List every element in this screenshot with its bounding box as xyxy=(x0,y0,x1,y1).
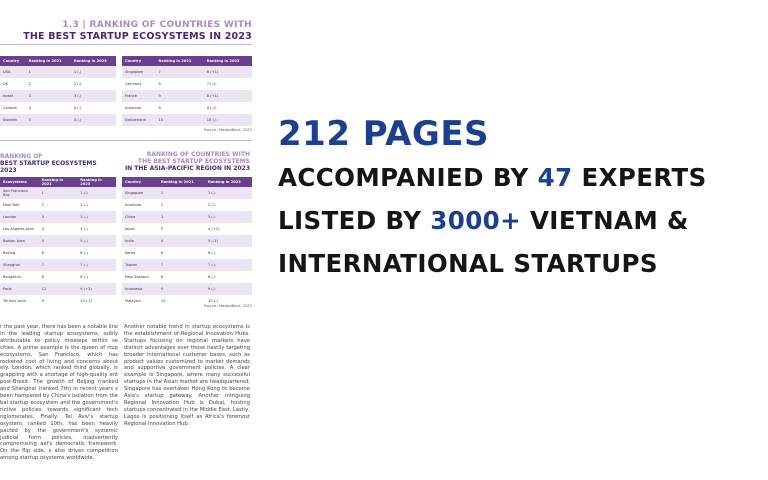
table-cell: Taiwan xyxy=(122,259,158,271)
table-cell: 9 (-) xyxy=(205,283,252,295)
table-cell: 7 xyxy=(39,259,78,271)
table-row xyxy=(122,247,252,259)
column-header: Ranking in 2023 xyxy=(77,177,116,187)
divider xyxy=(0,140,252,141)
table-cell: 3 xyxy=(26,90,71,102)
table-row xyxy=(122,259,252,271)
table-row xyxy=(0,283,116,295)
table-cell: 1 xyxy=(26,66,71,78)
body-text-right: Another notable trend in startup ecosystems is the establishment of Regional Innovation Hubs. Startups focusing on regional markets have distinct advantages over those hastily targeting broader international customer bases, such as product values customized to market demands and supportive government policies. A clear example is Singapore, where many successful startups in the Asian market are headquartered; Singapore has overtaken Hong Kong to become Asia's startup gateway. Another intriguing Regional Innovation Hub is Dubai, hosting startups concentrated in the Middle East. Lastly, Lagos is positioning itself as Africa's foremost Regional Innovation Hub. xyxy=(124,324,250,427)
table-cell: 2 (-) xyxy=(80,203,88,207)
body-text-left: r the past year, there has been a notable line in the leading startup ecosystems, ssibly attributable to policy missteps within se cities. A prime example is the queen of rtup ecosystems, San Francisco, which has rocketed cost of living and concerns about ety. London, which ranked third globally, is grappling with a shortage of high-quality ent post-Brexit. The growth of Beijing (ranked and Shanghai (ranked 7th) in recent years s been hampered by China's isolation from the bal startup ecosystem and the government's rictive policies towards significant tech nglomerates. Finally, Tel Aviv's startup osystem, ranked 10th, has been heavily pacted by the government's systemic judicial form policies, inadvertently compromising ael's democratic framework. On the flip side, s also drives competition among startup osystems worldwide. xyxy=(0,324,118,462)
table-cell: 4 xyxy=(41,227,44,231)
column-header: Ranking in 2021 xyxy=(158,177,205,187)
table-row xyxy=(122,199,252,211)
table-row xyxy=(0,211,116,223)
ecosystems-table-title: RANKING OF BEST STARTUP ECOSYSTEMS 2023 xyxy=(0,153,97,174)
source-note: Source: StartupBlink, 2023 xyxy=(203,304,252,308)
table-row xyxy=(122,90,252,102)
table-cell: 5 xyxy=(160,227,164,231)
table-row xyxy=(122,66,252,78)
apac-table-title: RANKING OF COUNTRIES WITH THE BEST STARTUP ECOSYSTEMS IN THE ASIA-PACIFIC REGION IN 2023 xyxy=(124,151,250,172)
table-row xyxy=(122,223,252,235)
table-cell: 10 (-1) xyxy=(80,299,93,303)
table-cell: 10 xyxy=(160,299,166,303)
table-cell: 6 (+1) xyxy=(204,66,252,78)
table-cell: Israel xyxy=(0,90,26,102)
source-note: Source: StartupBlink, 2023 xyxy=(203,128,252,132)
table-cell: Paris xyxy=(0,283,39,295)
table-cell: Canada xyxy=(3,106,17,110)
ecosystems-table xyxy=(0,177,116,307)
table-row xyxy=(122,78,252,90)
table-cell: Australia xyxy=(125,106,141,110)
table-cell: San Francisco Bay xyxy=(0,187,39,199)
table-cell: 7 xyxy=(156,66,204,78)
table-cell: Boston Area xyxy=(0,235,39,247)
table-cell: Australia xyxy=(125,203,141,207)
table-cell: 5 (-) xyxy=(77,235,116,247)
headline-startups: LISTED BY 3000+ VIETNAM & xyxy=(278,206,689,235)
table-cell: 9 xyxy=(158,283,205,295)
table-cell: 6 xyxy=(158,82,161,86)
table-row xyxy=(122,211,252,223)
column-header: Ranking in 2023 xyxy=(204,56,252,66)
table-cell: 9 xyxy=(156,90,204,102)
table-cell: France xyxy=(122,90,156,102)
table-cell: China xyxy=(122,211,158,223)
table-row xyxy=(0,114,116,126)
table-cell: Switzerland xyxy=(122,114,156,126)
table-cell: 7 (-) xyxy=(205,259,252,271)
table-cell: 4 xyxy=(158,235,205,247)
table-cell: 10 xyxy=(156,114,204,126)
table-cell: 10 (-) xyxy=(204,114,252,126)
table-cell: 8 xyxy=(158,106,161,110)
table-cell: 9 (-1) xyxy=(206,106,217,110)
table-cell: 1 xyxy=(158,187,205,199)
table-cell: Los Angeles Area xyxy=(3,227,34,231)
table-row xyxy=(0,199,116,211)
table-cell: 8 xyxy=(160,275,164,279)
table-row xyxy=(122,187,252,199)
table-cell: 4 (+1) xyxy=(207,227,220,231)
table-row xyxy=(0,223,116,235)
table-row xyxy=(122,283,252,295)
table-cell: 9 (+2) xyxy=(77,283,116,295)
countries-table-left xyxy=(0,56,116,126)
table-row xyxy=(122,114,252,126)
table-cell: Korea xyxy=(125,251,136,255)
table-row xyxy=(0,271,116,283)
table-cell: Tel Aviv Area xyxy=(3,299,26,303)
table-cell: 4 (-) xyxy=(80,227,88,231)
table-cell: 2 (-) xyxy=(207,203,216,207)
headline-experts: ACCOMPANIED BY 47 EXPERTS xyxy=(278,163,707,192)
table-cell: Beijing xyxy=(3,251,16,255)
divider xyxy=(0,44,252,45)
table-cell: Malaysia xyxy=(125,299,141,303)
table-cell: 3 (-) xyxy=(205,211,252,223)
column-header: Ranking in 2023 xyxy=(71,56,116,66)
table-cell: London xyxy=(0,211,39,223)
table-cell: 5 xyxy=(26,114,71,126)
table-header-row xyxy=(122,56,252,66)
table-cell: 8 xyxy=(41,275,44,279)
column-header: Ranking in 2023 xyxy=(205,177,252,187)
table-row xyxy=(0,259,116,271)
table-cell: 7 xyxy=(158,259,205,271)
table-row xyxy=(0,90,116,102)
countries-table-right xyxy=(122,56,252,126)
table-cell: 2 xyxy=(41,203,44,207)
headline-pages: 212 PAGES xyxy=(278,114,490,154)
column-header: Country xyxy=(0,56,26,66)
table-cell: Germany xyxy=(125,82,142,86)
table-header-row xyxy=(0,177,116,187)
table-cell: 8 (-) xyxy=(207,275,216,279)
column-header: Ranking in 2021 xyxy=(156,56,204,66)
table-row xyxy=(0,102,116,114)
table-cell: New Zealand xyxy=(125,275,149,279)
table-cell: 11 xyxy=(39,283,78,295)
column-header: Country xyxy=(122,177,158,187)
table-cell: Japan xyxy=(125,227,136,231)
table-cell: 1 (-) xyxy=(71,66,116,78)
promo-headline xyxy=(278,112,768,285)
table-row xyxy=(0,78,116,90)
table-cell: Bengaluru xyxy=(3,275,22,279)
table-header-row xyxy=(122,177,252,187)
table-cell: 6 xyxy=(41,251,44,255)
table-row xyxy=(0,235,116,247)
table-cell: Sweden xyxy=(0,114,26,126)
table-cell: Indonesia xyxy=(122,283,158,295)
table-cell: 1 xyxy=(39,187,78,199)
apac-table xyxy=(122,177,252,307)
table-cell: 2 (-) xyxy=(73,82,82,86)
table-row xyxy=(122,235,252,247)
table-cell: India xyxy=(122,235,158,247)
table-cell: UK xyxy=(3,82,8,86)
table-cell: 3 (-) xyxy=(71,90,116,102)
table-cell: 9 xyxy=(41,299,44,303)
table-cell: 3 xyxy=(158,211,205,223)
table-cell: Singapore xyxy=(122,66,156,78)
table-cell: 6 (-) xyxy=(80,251,88,255)
table-cell: Singapore xyxy=(122,187,158,199)
table-row xyxy=(0,247,116,259)
table-cell: 2 xyxy=(28,82,31,86)
table-row xyxy=(122,271,252,283)
table-header-row xyxy=(0,56,116,66)
headline-international: INTERNATIONAL STARTUPS xyxy=(278,249,658,278)
table-cell: 3 (-) xyxy=(77,211,116,223)
column-header: Ecosystems xyxy=(0,177,39,187)
section-title-line1: 1.3 | RANKING OF COUNTRIES WITH xyxy=(62,20,252,30)
table-cell: 1 (-) xyxy=(205,187,252,199)
column-header: Country xyxy=(122,56,156,66)
column-header: Ranking in 2021 xyxy=(26,56,71,66)
table-cell: 5 (-1) xyxy=(205,235,252,247)
table-cell: 7 (-1) xyxy=(206,82,217,86)
table-cell: USA xyxy=(0,66,26,78)
table-row xyxy=(0,66,116,78)
table-cell: 5 xyxy=(39,235,78,247)
table-cell: 1 (-) xyxy=(77,187,116,199)
table-cell: 7 (-) xyxy=(77,259,116,271)
table-cell: 2 xyxy=(160,203,164,207)
table-row xyxy=(0,187,116,199)
table-cell: 4 xyxy=(28,106,31,110)
table-cell: 10 (-) xyxy=(207,299,218,303)
table-cell: 6 xyxy=(160,251,164,255)
table-cell: Shanghai xyxy=(0,259,39,271)
table-cell: 3 xyxy=(39,211,78,223)
column-header: Ranking in 2021 xyxy=(39,177,78,187)
table-cell: 5 (-) xyxy=(71,114,116,126)
section-title-line2: THE BEST STARTUP ECOSYSTEMS IN 2023 xyxy=(23,31,252,42)
table-cell: 4 (-) xyxy=(73,106,82,110)
table-cell: 8 (-) xyxy=(80,275,88,279)
table-row xyxy=(122,102,252,114)
table-cell: New York xyxy=(3,203,20,207)
table-cell: 8 (+1) xyxy=(204,90,252,102)
document-page xyxy=(0,0,258,480)
table-cell: 6 (-) xyxy=(207,251,216,255)
